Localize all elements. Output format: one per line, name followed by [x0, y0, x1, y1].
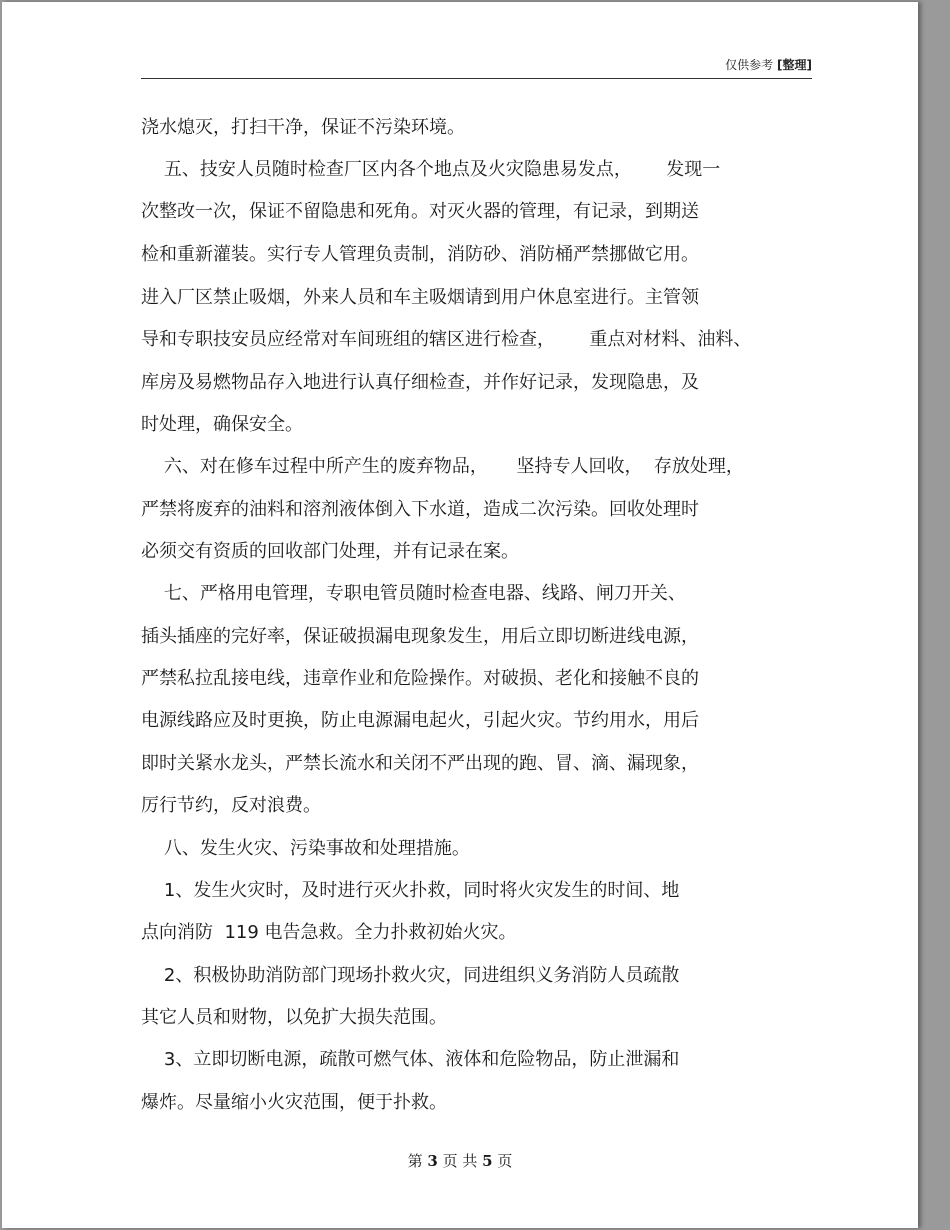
text-line: 导和专职技安员应经常对车间班组的辖区进行检查， 重点对材料、油料、: [141, 329, 752, 350]
text-line: 严禁私拉乱接电线，违章作业和危险操作。对破损、老化和接触不良的: [141, 668, 699, 689]
header-text: 仅供参考: [725, 58, 774, 72]
text-line: 七、严格用电管理，专职电管员随时检查电器、线路、闸刀开关、: [141, 583, 686, 604]
text-line: 次整改一次，保证不留隐患和死角。对灭火器的管理，有记录，到期送: [141, 201, 699, 222]
header-divider: [141, 78, 812, 79]
header-tag: [整理]: [777, 58, 812, 72]
text-line: 五、技安人员随时检查厂区内各个地点及火灾隐患易发点， 发现一: [141, 159, 721, 180]
page-footer: [2, 1150, 918, 1171]
document-page: [2, 2, 918, 1228]
text-line: 八、发生火灾、污染事故和处理措施。: [141, 838, 470, 859]
footer-suffix: 页: [497, 1152, 513, 1170]
text-line: 即时关紧水龙头，严禁长流水和关闭不严出现的跑、冒、滴、漏现象，: [141, 753, 699, 774]
text-line: 其它人员和财物，以免扩大损失范围。: [141, 1007, 447, 1028]
text-line: 库房及易燃物品存入地进行认真仔细检查，并作好记录，发现隐患，及: [141, 372, 699, 393]
footer-prefix: 第: [407, 1152, 423, 1170]
text-line: 插头插座的完好率，保证破损漏电现象发生，用后立即切断进线电源，: [141, 626, 699, 647]
text-line: 六、对在修车过程中所产生的废弃物品， 坚持专人回收， 存放处理，: [141, 456, 744, 477]
text-line: 1、发生火灾时，及时进行灭火扑救，同时将火灾发生的时间、地: [141, 880, 680, 901]
text-line: 2、积极协助消防部门现场扑救火灾，同进组织义务消防人员疏散: [141, 965, 680, 986]
text-line: 电源线路应及时更换，防止电源漏电起火，引起火灾。节约用水，用后: [141, 710, 699, 731]
text-line: 时处理，确保安全。: [141, 414, 303, 435]
text-line: 浇水熄灭，打扫干净，保证不污染环境。: [141, 117, 465, 138]
current-page-number: 3: [427, 1152, 438, 1170]
footer-middle: 页 共: [442, 1152, 478, 1170]
text-line: 厉行节约，反对浪费。: [141, 795, 321, 816]
text-line: 必须交有资质的回收部门处理，并有记录在案。: [141, 541, 519, 562]
total-pages-number: 5: [482, 1152, 493, 1170]
text-line: 进入厂区禁止吸烟，外来人员和车主吸烟请到用户休息室进行。主管领: [141, 287, 699, 308]
text-line: 检和重新灌装。实行专人管理负责制，消防砂、消防桶严禁挪做它用。: [141, 244, 699, 265]
text-line: 3、立即切断电源，疏散可燃气体、液体和危险物品，防止泄漏和: [141, 1049, 680, 1070]
text-line: 严禁将废弃的油料和溶剂液体倒入下水道，造成二次污染。回收处理时: [141, 499, 699, 520]
page-header: [141, 56, 812, 73]
text-line: 点向消防 119 电告急救。全力扑救初始火灾。: [141, 922, 517, 943]
text-line: 爆炸。尽量缩小火灾范围，便于扑救。: [141, 1092, 447, 1113]
